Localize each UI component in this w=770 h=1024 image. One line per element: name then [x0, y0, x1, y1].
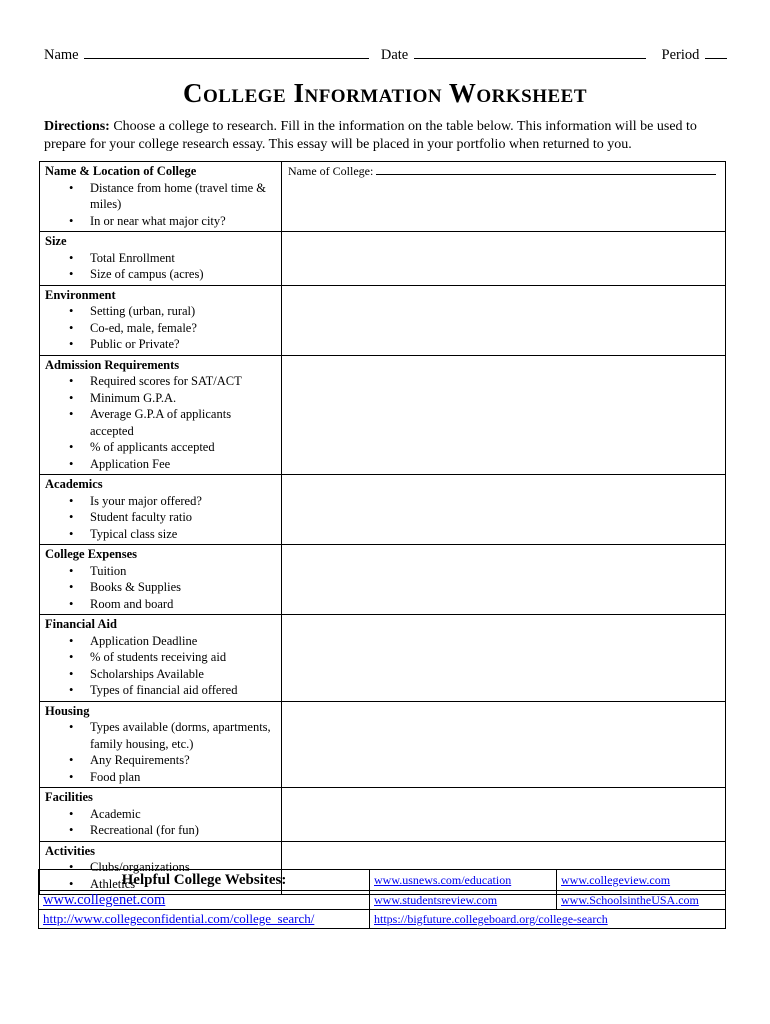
list-item: • Application Fee [90, 456, 277, 473]
collegeconfidential-link-text[interactable]: http://www.collegeconfidential.com/college_search/ [43, 911, 315, 926]
section-title: Activities [45, 843, 95, 858]
usnews-link[interactable] [370, 870, 557, 891]
usnews-link-text[interactable]: www.usnews.com/education [374, 873, 512, 887]
period-label: Period [661, 47, 700, 63]
directions-text: Choose a college to research. Fill in the information on the table below. This information will be used to prepare for your college research essay. This essay will be placed in your portfolio when returned to you. [44, 119, 697, 152]
list-item: • Student faculty ratio [90, 509, 277, 526]
studentsreview-link-text[interactable]: www.studentsreview.com [374, 893, 498, 907]
section-cell [40, 615, 282, 702]
list-item: • Books & Supplies [90, 579, 277, 596]
table-row [40, 615, 726, 702]
section-items [45, 719, 277, 785]
list-item: • % of students receiving aid [90, 649, 277, 666]
table-row [39, 870, 726, 891]
section-items [45, 493, 277, 543]
list-item: • Required scores for SAT/ACT [90, 373, 277, 390]
section-title: Environment [45, 287, 116, 302]
table-row [40, 701, 726, 788]
list-item: • Food plan [90, 769, 277, 786]
section-title: Academics [45, 477, 103, 491]
list-item: • Typical class size [90, 526, 277, 543]
section-title: Housing [45, 703, 90, 718]
list-item: • Room and board [90, 596, 277, 613]
section-items [45, 180, 277, 230]
schoolsintheusa-link-text[interactable]: www.SchoolsintheUSA.com [561, 893, 699, 907]
websites-heading: Helpful College Websites: [39, 870, 370, 891]
answer-cell[interactable] [282, 162, 726, 232]
section-cell [40, 475, 282, 545]
table-row [40, 355, 726, 475]
collegenet-link-text[interactable]: www.collegenet.com [43, 892, 166, 908]
table-row [40, 162, 726, 232]
table-row [40, 788, 726, 842]
section-cell [40, 701, 282, 788]
section-title: Name & Location of College [45, 164, 197, 178]
page-title: College Information Worksheet [182, 78, 588, 108]
answer-cell[interactable] [282, 355, 726, 475]
table-row [40, 475, 726, 545]
section-items [45, 303, 277, 353]
name-of-college-label: Name of College: [288, 164, 374, 178]
list-item: • Average G.P.A of applicants accepted [90, 406, 277, 439]
answer-cell[interactable] [282, 285, 726, 355]
period-blank[interactable] [705, 46, 727, 59]
section-cell [40, 162, 282, 232]
section-title: College Expenses [45, 547, 138, 561]
list-item: • % of applicants accepted [90, 439, 277, 456]
list-item: • Application Deadline [90, 633, 277, 650]
websites-table [38, 869, 726, 929]
list-item: • In or near what major city? [90, 213, 277, 230]
schoolsintheusa-link[interactable] [557, 891, 726, 910]
table-row [39, 891, 726, 910]
list-item: • Types available (dorms, apartments, family housing, etc.) [90, 719, 277, 752]
collegenet-link[interactable] [39, 891, 370, 910]
student-info-line [44, 46, 726, 64]
list-item: • Clubs/organizations [90, 859, 277, 876]
list-item: • Academic [90, 806, 277, 823]
list-item: • Athletics [90, 876, 277, 893]
list-item: • Public or Private? [90, 336, 277, 353]
list-item: • Is your major offered? [90, 493, 277, 510]
answer-cell[interactable] [282, 475, 726, 545]
date-label: Date [380, 47, 409, 63]
collegeview-link[interactable] [557, 870, 726, 891]
table-row [39, 910, 726, 929]
answer-cell[interactable] [282, 232, 726, 286]
answer-cell[interactable] [282, 545, 726, 615]
list-item: • Scholarships Available [90, 666, 277, 683]
section-items [45, 373, 277, 472]
section-title: Size [45, 234, 67, 248]
studentsreview-link[interactable] [370, 891, 557, 910]
bigfuture-link[interactable] [370, 910, 726, 929]
list-item: • Size of campus (acres) [90, 266, 277, 283]
bigfuture-link-text[interactable]: https://bigfuture.collegeboard.org/college-search [374, 912, 608, 926]
section-cell [40, 232, 282, 286]
name-blank[interactable] [84, 46, 369, 59]
section-cell [40, 285, 282, 355]
table-row [40, 285, 726, 355]
section-title: Financial Aid [45, 617, 117, 631]
answer-cell[interactable] [282, 615, 726, 702]
directions-label: Directions: [44, 119, 110, 134]
section-cell [40, 788, 282, 842]
table-row [40, 545, 726, 615]
list-item: • Types of financial aid offered [90, 682, 277, 699]
list-item: • Tuition [90, 563, 277, 580]
list-item: • Distance from home (travel time & miles) [90, 180, 277, 213]
list-item: • Recreational (for fun) [90, 822, 277, 839]
section-items [45, 633, 277, 699]
answer-cell[interactable] [282, 788, 726, 842]
list-item: • Any Requirements? [90, 752, 277, 769]
list-item: • Setting (urban, rural) [90, 303, 277, 320]
section-items [45, 563, 277, 613]
section-title: Admission Requirements [45, 357, 180, 372]
section-items [45, 806, 277, 839]
collegeconfidential-link[interactable] [39, 910, 370, 929]
section-cell [40, 355, 282, 475]
date-blank[interactable] [414, 46, 646, 59]
section-cell [40, 545, 282, 615]
list-item: • Total Enrollment [90, 250, 277, 267]
answer-cell[interactable] [282, 701, 726, 788]
directions [44, 118, 734, 154]
collegeview-link-text[interactable]: www.collegeview.com [561, 873, 671, 887]
name-of-college-blank[interactable] [376, 165, 716, 175]
section-title: Facilities [45, 790, 93, 804]
worksheet-table [39, 161, 726, 895]
section-items [45, 250, 277, 283]
table-row [40, 232, 726, 286]
list-item: • Co-ed, male, female? [90, 320, 277, 337]
list-item: • Minimum G.P.A. [90, 390, 277, 407]
name-label: Name [44, 47, 79, 63]
